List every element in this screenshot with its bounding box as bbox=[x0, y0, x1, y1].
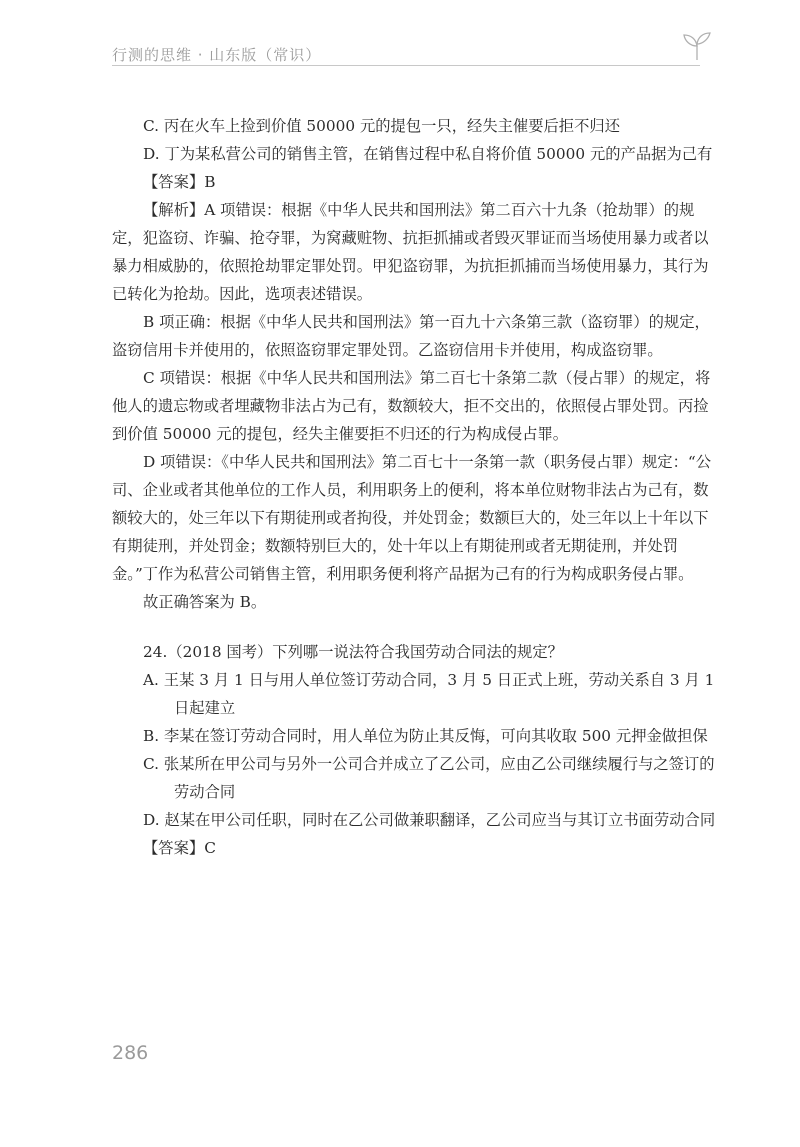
header-divider bbox=[112, 65, 700, 66]
analysis-c: C 项错误：根据《中华人民共和国刑法》第二百七十条第二款（侵占罪）的规定，将他人的遗忘物或者埋藏物非法占为己有，数额较大，拒不交出的，依照侵占罪处罚。丙捡到价值 50000 元的提包，经失主催要拒不归还的行为构成侵占罪。 bbox=[112, 369, 711, 443]
conclusion: 故正确答案为 B。 bbox=[143, 593, 267, 611]
analysis-a: 【解析】A 项错误：根据《中华人民共和国刑法》第二百六十九条（抢劫罪）的规定，犯盗窃、诈骗、抢夺罪，为窝藏赃物、抗拒抓捕或者毁灭罪证而当场使用暴力或者以暴力相威胁的，依照抢劫罪定罪处罚。甲犯盗窃罪，为抗拒抓捕而当场使用暴力，其行为已转化为抢劫。因此，选项表述错误。 bbox=[112, 201, 709, 303]
option-c-prev: C. 丙在火车上捡到价值 50000 元的提包一只，经失主催要后拒不归还 bbox=[143, 117, 620, 135]
sprout-icon bbox=[680, 30, 714, 64]
question-24-option-a: A. 王某 3 月 1 日与用人单位签订劳动合同，3 月 5 日正式上班，劳动关系自 3 月 1 日起建立 bbox=[143, 671, 715, 717]
analysis-b: B 项正确：根据《中华人民共和国刑法》第一百九十六条第三款（盗窃罪）的规定，盗窃信用卡并使用的，依照盗窃罪定罪处罚。乙盗窃信用卡并使用，构成盗窃罪。 bbox=[112, 313, 710, 359]
question-24: 24.（2018 国考）下列哪一说法符合我国劳动合同法的规定？ bbox=[143, 643, 563, 661]
page-number: 286 bbox=[112, 1042, 149, 1064]
running-header: 行测的思维 · 山东版（常识） bbox=[112, 46, 322, 64]
option-d-prev: D. 丁为某私营公司的销售主管，在销售过程中私自将价值 50000 元的产品据为己有 bbox=[143, 145, 713, 163]
answer-label-24: 【答案】C bbox=[143, 839, 216, 857]
question-24-option-b: B. 李某在签订劳动合同时，用人单位为防止其反悔，可向其收取 500 元押金做担保 bbox=[143, 727, 708, 745]
page-content bbox=[112, 112, 717, 862]
question-24-option-d: D. 赵某在甲公司任职，同时在乙公司做兼职翻译，乙公司应当与其订立书面劳动合同 bbox=[143, 811, 716, 829]
question-24-option-c: C. 张某所在甲公司与另外一公司合并成立了乙公司，应由乙公司继续履行与之签订的劳动合同 bbox=[143, 755, 715, 801]
analysis-d: D 项错误：《中华人民共和国刑法》第二百七十一条第一款（职务侵占罪）规定：“公司、企业或者其他单位的工作人员，利用职务上的便利，将本单位财物非法占为己有，数额较大的，处三年以下有期徒刑或者拘役，并处罚金；数额巨大的，处三年以上十年以下有期徒刑，并处罚金；数额特别巨大的，处十年以上有期徒刑或者无期徒刑，并处罚金。”丁作为私营公司销售主管，利用职务便利将产品据为己有的行为构成职务侵占罪。 bbox=[112, 453, 711, 583]
answer-label: 【答案】B bbox=[143, 173, 216, 191]
